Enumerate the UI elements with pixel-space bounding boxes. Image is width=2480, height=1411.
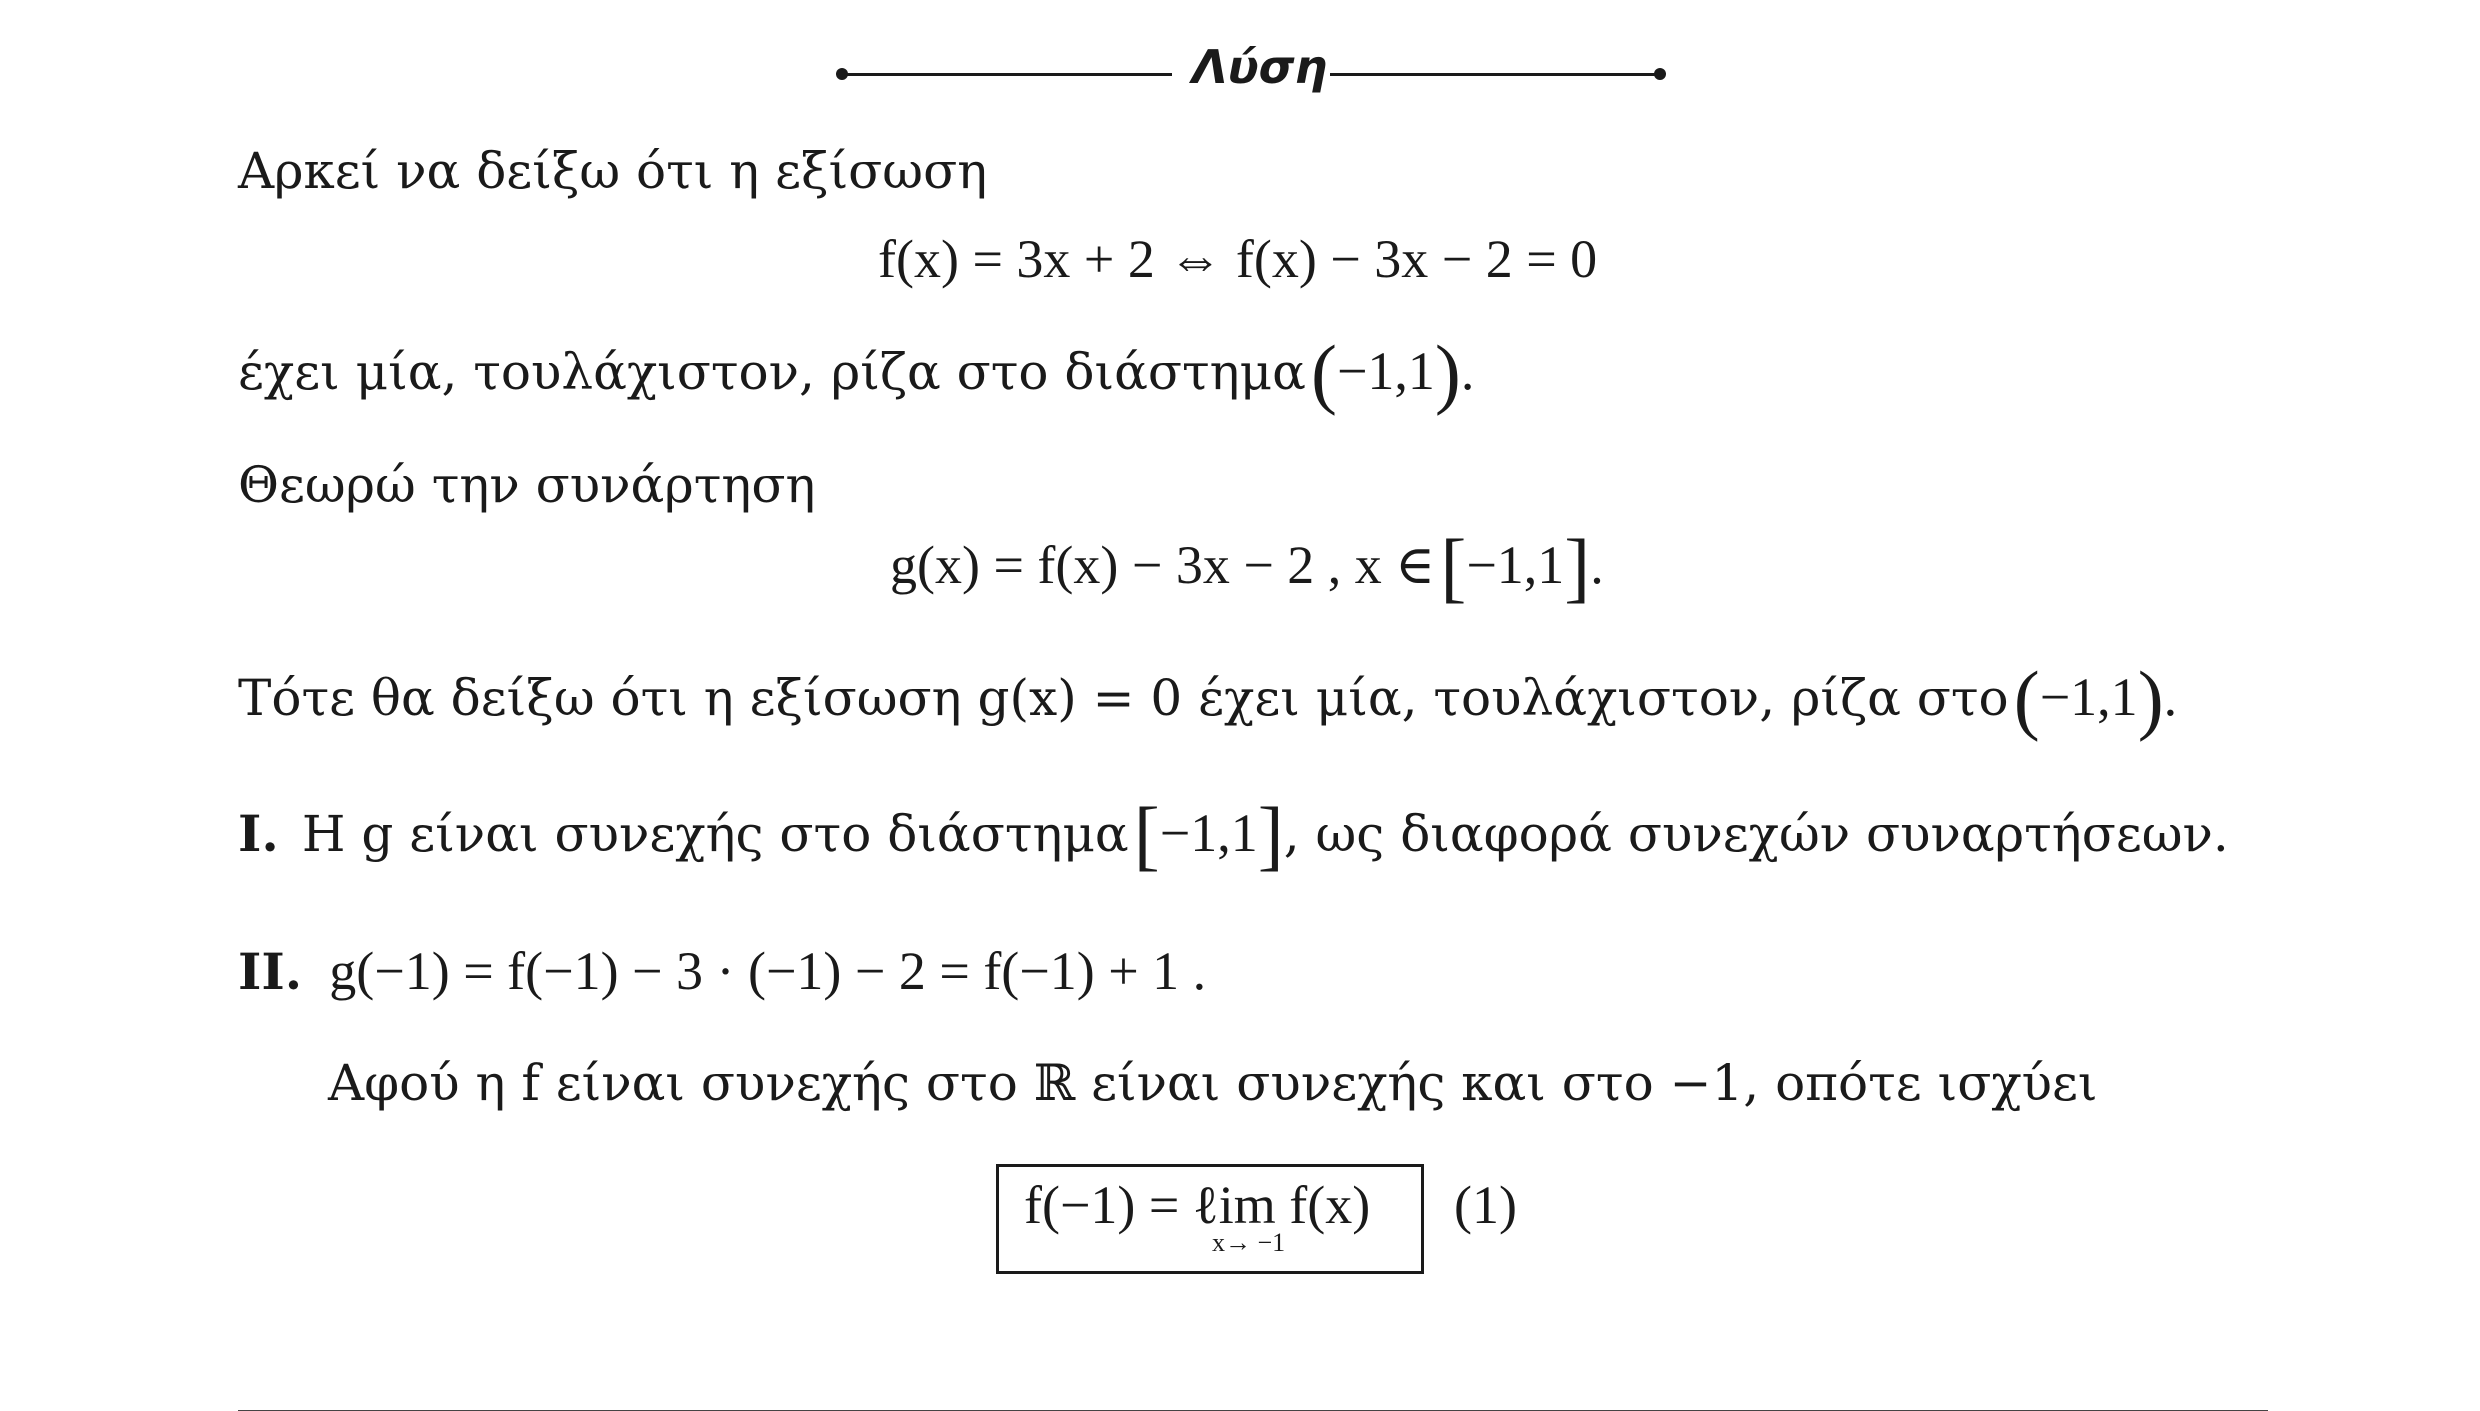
item-2-label: II.: [238, 942, 303, 1001]
item-1: [238, 791, 2229, 878]
interval-text: −1,1: [1336, 341, 1435, 401]
paragraph-1: Αρκεί να δείξω ότι η εξίσωση: [238, 142, 988, 200]
interval-text: −1,1: [1466, 535, 1565, 595]
open-paren: (: [2013, 655, 2040, 742]
item-2-equation: g(−1) = f(−1) − 3 · (−1) − 2 = f(−1) + 1 .: [329, 941, 1207, 1001]
item-2: [238, 940, 1206, 1002]
header-right-dot: [1654, 68, 1666, 80]
item-2-text: Αφού η f είναι συνεχής στο ℝ είναι συνεχής και στο −1, οπότε ισχύει: [328, 1054, 2098, 1112]
open-bracket: [: [1440, 523, 1467, 610]
period: .: [1590, 535, 1604, 595]
header-right-rule: [1330, 73, 1660, 76]
equation-2-text: g(x) = f(x) − 3x − 2 , x ∈: [890, 535, 1436, 595]
equation-1: f(x) = 3x + 2 ⇔ f(x) − 3x − 2 = 0: [878, 229, 1598, 289]
close-paren: ): [1434, 329, 1461, 416]
close-bracket: ]: [1564, 523, 1591, 610]
paragraph-4-text: Τότε θα δείξω ότι η εξίσωση g(x) = 0 έχει μία, τουλάχιστον, ρίζα στο: [238, 669, 2009, 727]
period: .: [1460, 341, 1475, 401]
close-bracket: ]: [1257, 791, 1284, 878]
solution-title: Λύση: [1192, 40, 1328, 94]
item-1-text-a: Η g είναι συνεχής στο διάστημα: [301, 805, 1129, 863]
equation-tag: (1): [1454, 1175, 1517, 1235]
limit-subscript: x→ −1: [1212, 1228, 1286, 1257]
paragraph-2: [238, 329, 1475, 416]
item-1-text-b: , ως διαφορά συνεχών συναρτήσεων.: [1283, 805, 2229, 863]
interval-text: −1,1: [2039, 667, 2138, 727]
paragraph-3: Θεωρώ την συνάρτηση: [238, 456, 816, 514]
open-paren: (: [1310, 329, 1337, 416]
open-bracket: [: [1133, 791, 1160, 878]
header-left-rule: [842, 73, 1172, 76]
paragraph-4: [238, 655, 2178, 742]
close-paren: ): [2137, 655, 2164, 742]
period: .: [2163, 667, 2178, 727]
paragraph-2-text: έχει μία, τουλάχιστον, ρίζα στο διάστημα: [238, 343, 1306, 401]
item-1-label: I.: [238, 804, 279, 863]
boxed-equation-lhs: f(−1) = ℓim f(x): [1024, 1175, 1371, 1235]
equation-2: [890, 523, 1604, 610]
interval-text: −1,1: [1159, 803, 1258, 863]
